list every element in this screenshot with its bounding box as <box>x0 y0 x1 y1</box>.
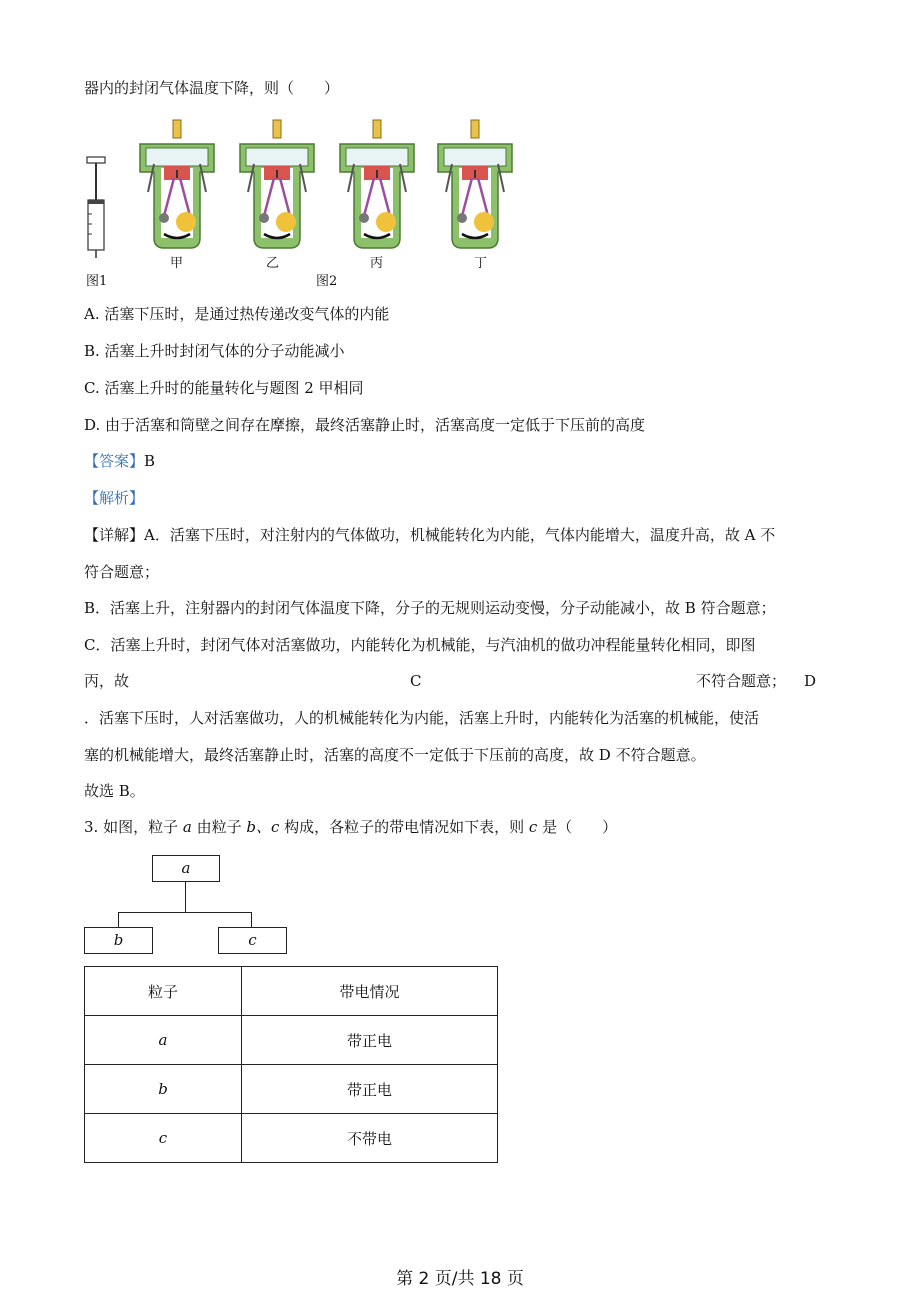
table-header-row <box>85 967 498 1016</box>
tree-connector-vertical <box>185 881 186 912</box>
detail-line-5d: D <box>804 672 817 690</box>
fig1-label: 图1 <box>86 274 108 289</box>
tree-connector-right <box>251 912 252 927</box>
table-cell-particle: c <box>85 1114 242 1163</box>
detail-line-5b: C <box>410 672 422 690</box>
engine-yi <box>234 118 320 253</box>
table-cell-charge: 不带电 <box>242 1114 498 1163</box>
table-cell-charge: 带正电 <box>242 1016 498 1065</box>
question-3-stem <box>84 817 617 837</box>
detail-line-3: B．活塞上升，注射器内的封闭气体温度下降，分子的无规则运动变慢，分子动能减小，故 B 符合题意； <box>84 599 776 617</box>
table-row <box>85 1065 498 1114</box>
table-cell-charge: 带正电 <box>242 1065 498 1114</box>
syringe-figure <box>84 154 110 260</box>
tree-connector-horizontal <box>118 912 252 913</box>
q3-var-a: a <box>182 818 192 836</box>
tree-node-a: a <box>152 855 220 882</box>
fig2-label: 图2 <box>316 274 338 289</box>
engine-label-ding: 丁 <box>474 256 488 271</box>
detail-line-5a: 丙，故 <box>84 672 130 690</box>
engine-ding <box>432 118 518 253</box>
table-row <box>85 1016 498 1065</box>
detail-line-7: 塞的机械能增大，最终活塞静止时，活塞的高度不一定低于下压前的高度，故 D 不符合题意。 <box>84 746 706 764</box>
tree-node-c: c <box>218 927 287 954</box>
option-a: A. 活塞下压时，是通过热传递改变气体的内能 <box>84 305 390 323</box>
engine-jia <box>134 118 220 253</box>
page-footer: 第 2 页/共 18 页 <box>396 1269 524 1289</box>
detail-tag: 【详解】 <box>84 526 145 544</box>
engine-bing <box>334 118 420 253</box>
detail-line-2: 符合题意； <box>84 563 160 581</box>
detail-line-6: ．活塞下压时，人对活塞做功，人的机械能转化为内能，活塞上升时，内能转化为活塞的机械能，使活 <box>84 709 760 727</box>
q3-var-c: c <box>528 818 538 836</box>
answer-value: B <box>144 452 156 470</box>
analysis-tag: 【解析】 <box>84 489 145 507</box>
engine-label-jia: 甲 <box>170 256 184 271</box>
detail-line-5c: 不符合题意； <box>696 672 787 690</box>
q3-suffix: 是（ ） <box>537 818 618 836</box>
detail-line-1 <box>84 525 775 545</box>
question-stem-tail: 器内的封闭气体温度下降，则（ ） <box>84 79 340 97</box>
q3-mid1: 由粒子 <box>191 818 247 836</box>
answer-line <box>84 451 155 471</box>
table-cell-particle: a <box>85 1016 242 1065</box>
table-cell-particle: b <box>85 1065 242 1114</box>
tree-connector-left <box>118 912 119 927</box>
table-row <box>85 1114 498 1163</box>
q3-mid2: 构成，各粒子的带电情况如下表，则 <box>279 818 529 836</box>
table-header-particle: 粒子 <box>85 967 242 1016</box>
option-d: D. 由于活塞和筒壁之间存在摩擦，最终活塞静止时，活塞高度一定低于下压前的高度 <box>84 416 646 434</box>
detail-line-8: 故选 B。 <box>84 782 145 800</box>
charge-table <box>84 966 498 1163</box>
q3-prefix: 3. 如图，粒子 <box>84 818 183 836</box>
tree-node-b: b <box>84 927 153 954</box>
table-header-charge: 带电情况 <box>242 967 498 1016</box>
detail-text-1: A．活塞下压时，对注射内的气体做功，机械能转化为内能，气体内能增大，温度升高，故 A 不 <box>144 526 776 544</box>
option-b: B. 活塞上升时封闭气体的分子动能减小 <box>84 342 345 360</box>
detail-line-4: C．活塞上升时，封闭气体对活塞做功，内能转化为机械能，与汽油机的做功冲程能量转化相同，即图 <box>84 636 756 654</box>
q3-var-bc: b、c <box>246 818 280 836</box>
engine-label-bing: 丙 <box>370 256 384 271</box>
option-c: C. 活塞上升时的能量转化与题图 2 甲相同 <box>84 379 364 397</box>
answer-tag: 【答案】 <box>84 452 145 470</box>
engine-label-yi: 乙 <box>266 256 280 271</box>
